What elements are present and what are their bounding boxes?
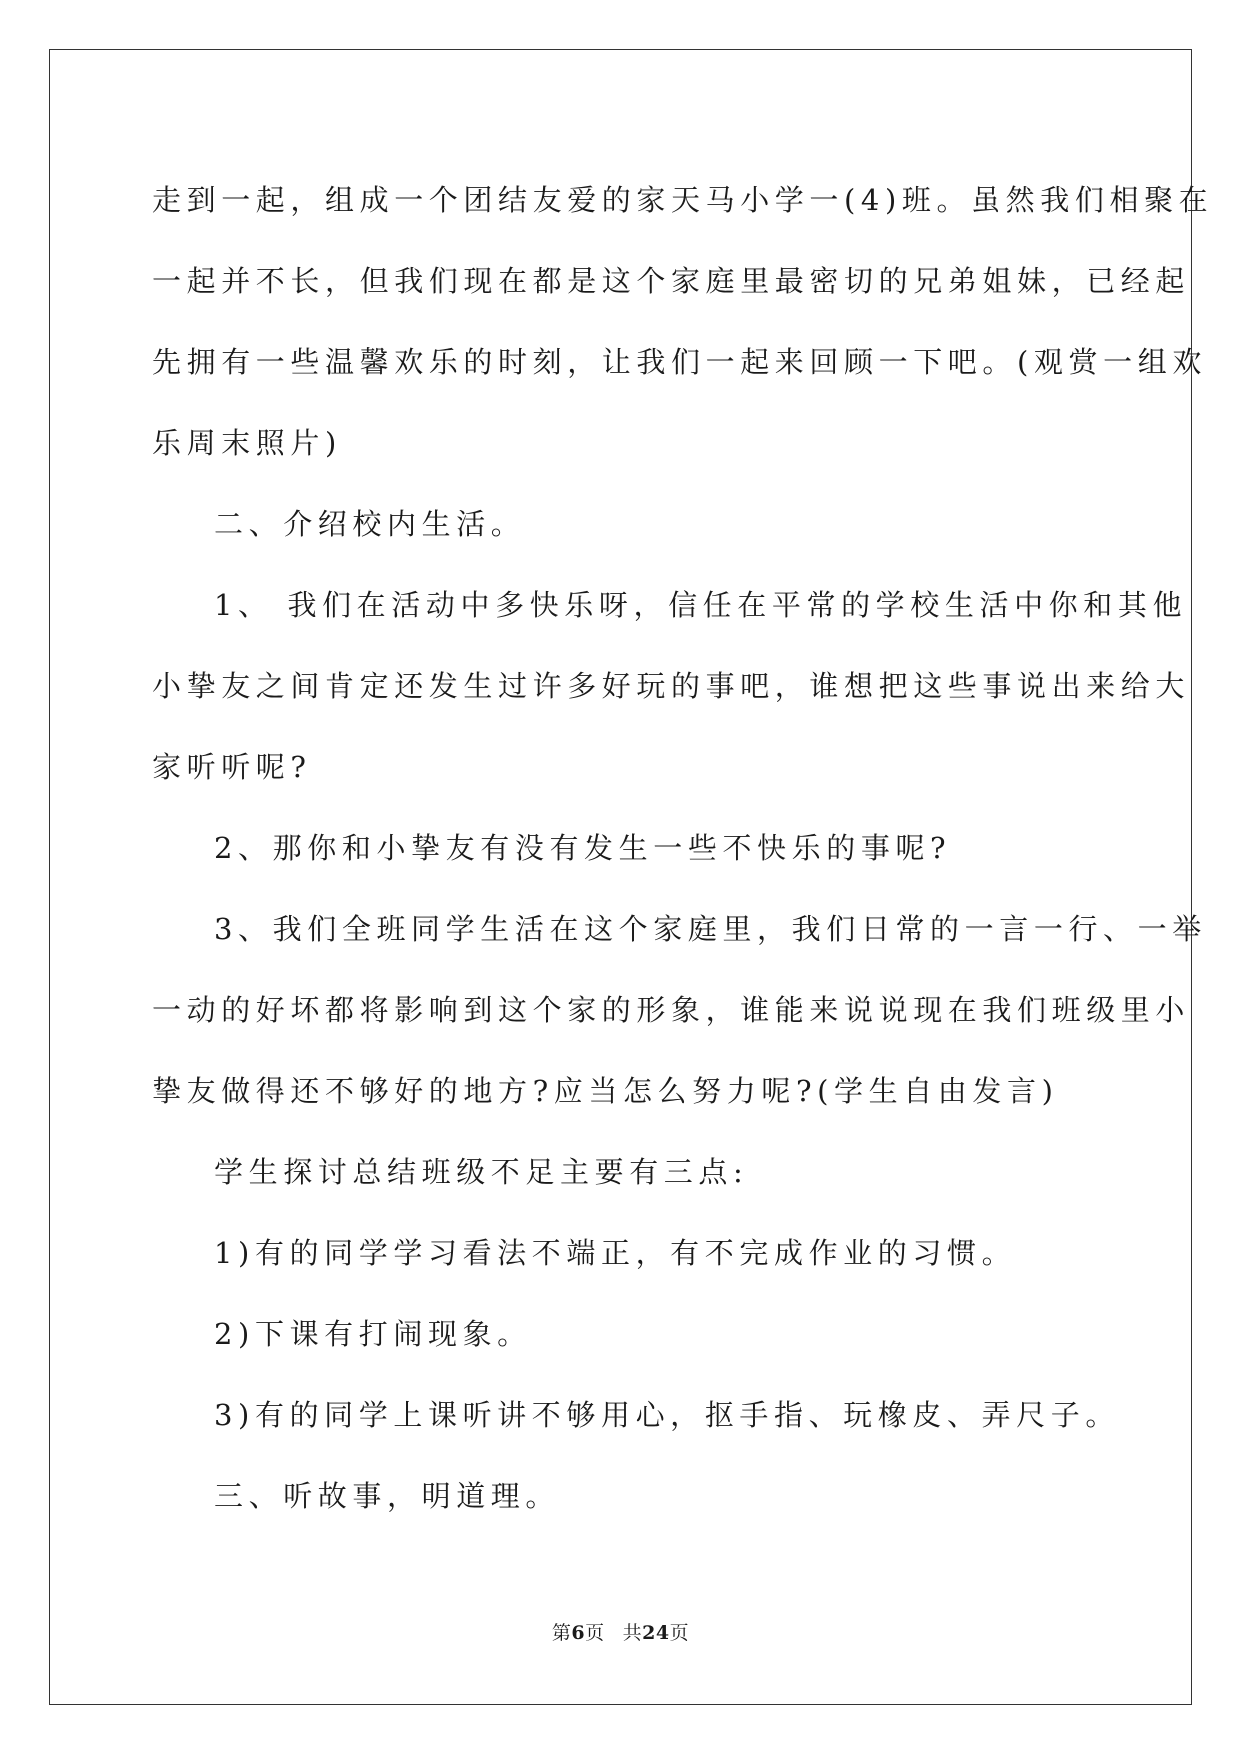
list-item: 3)有的同学上课听讲不够用心，抠手指、玩橡皮、弄尺子。 [214,1398,1120,1432]
paragraph-line: 小挚友之间肯定还发生过许多好玩的事吧，谁想把这些事说出来给大 [152,669,1191,703]
paragraph-line: 家听听呢? [152,750,312,784]
document-body [152,160,1214,1537]
section-heading-campus-life: 二、介绍校内生活。 [214,507,526,541]
total-pages: 24 [642,1622,670,1644]
list-item: 1)有的同学学习看法不端正，有不完成作业的习惯。 [214,1236,1017,1270]
page-suffix: 页 [585,1622,605,1644]
page-number: 6 [571,1622,586,1644]
paragraph-line: 挚友做得还不够好的地方?应当怎么努力呢?(学生自由发言) [152,1074,1059,1108]
paragraph-line: 学生探讨总结班级不足主要有三点: [214,1155,749,1189]
paragraph-line: 1、 我们在活动中多快乐呀，信任在平常的学校生活中你和其他 [214,588,1188,622]
paragraph-line: 一起并不长，但我们现在都是这个家庭里最密切的兄弟姐妹，已经起 [152,264,1191,298]
paragraph-line: 2、那你和小挚友有没有发生一些不快乐的事呢? [214,831,952,865]
paragraph-line: 先拥有一些温馨欢乐的时刻，让我们一起来回顾一下吧。(观赏一组欢 [152,345,1207,379]
paragraph-line: 乐周末照片) [152,426,342,460]
paragraph-line: 一动的好坏都将影响到这个家的形象，谁能来说说现在我们班级里小 [152,993,1191,1027]
page-prefix: 第 [551,1622,572,1644]
list-item: 2)下课有打闹现象。 [214,1317,532,1351]
section-heading-story: 三、听故事，明道理。 [214,1479,561,1513]
total-suffix: 页 [669,1622,690,1644]
page-footer [0,1618,1241,1645]
paragraph-line: 3、我们全班同学生活在这个家庭里，我们日常的一言一行、一举 [214,912,1207,946]
total-prefix: 共 [622,1622,643,1644]
paragraph-line: 走到一起，组成一个团结友爱的家天马小学一(4)班。虽然我们相聚在 [152,183,1214,217]
